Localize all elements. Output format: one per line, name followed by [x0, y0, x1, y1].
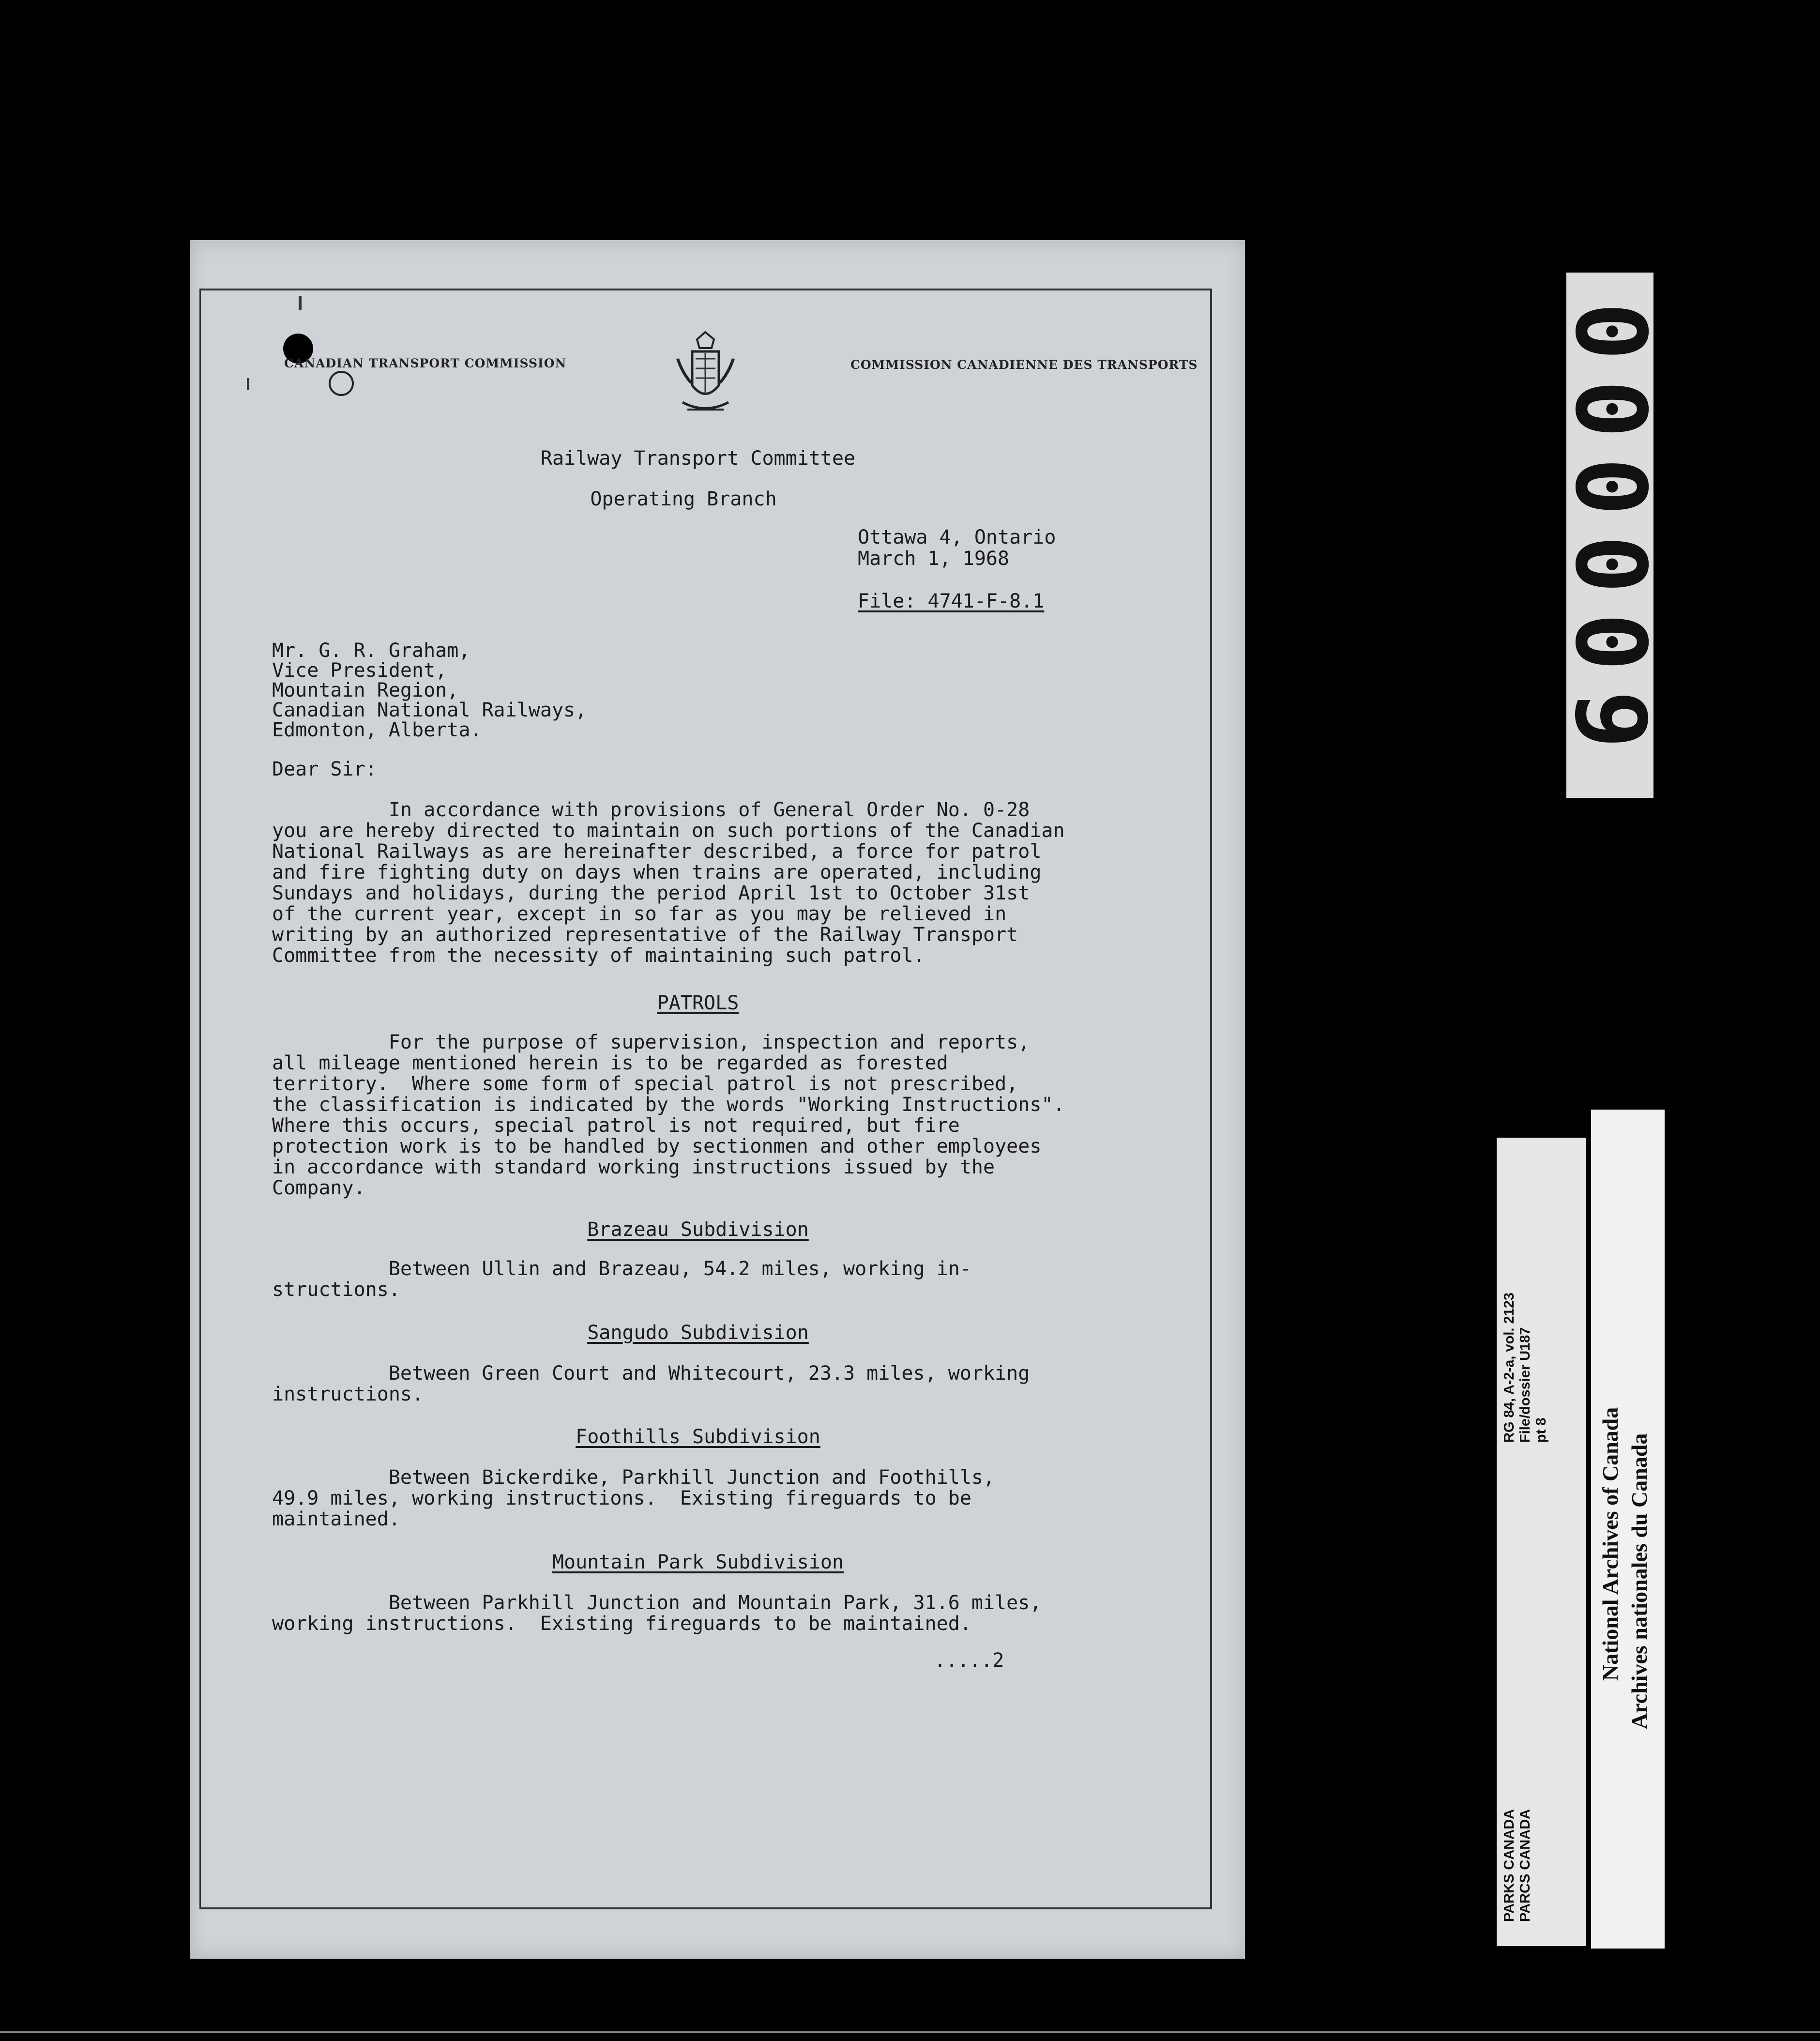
- pencil-mark: [247, 378, 249, 390]
- archive-reference-label: [1497, 1138, 1586, 1946]
- addressee-line: Mr. G. R. Graham,: [272, 640, 470, 662]
- subdivision-heading: Sangudo Subdivision: [587, 1322, 809, 1344]
- continuation-mark: .....2: [934, 1649, 1004, 1672]
- salutation: Dear Sir:: [272, 758, 377, 780]
- archive-reference: RG 84, A-2-a, vol. 2123 File/dossier U187 pt 8: [1502, 1292, 1549, 1443]
- branch-heading: Operating Branch: [590, 488, 777, 510]
- addressee-line: Mountain Region,: [272, 679, 459, 701]
- frame-edge: [0, 2031, 1820, 2033]
- patrols-heading: PATROLS: [657, 992, 739, 1014]
- subdivision-heading: Mountain Park Subdivision: [552, 1551, 844, 1573]
- frame-number: 000009: [1553, 302, 1667, 768]
- subdivision-text: Between Green Court and Whitecourt, 23.3 miles, working instructions.: [272, 1362, 1030, 1405]
- patrols-paragraph: For the purpose of supervision, inspection and reports, all mileage mentioned herein is to be regarded as forested territory. Where some form of special patrol is not prescribed, the classification is indicated by the words "Working Instructions". Where this occurs, special patrol is not required, but fire protection work is to be handled by sectionmen and other employees in accordance with standard working instructions issued by the Company.: [272, 1031, 1065, 1199]
- archives-name-french: Archives nationales du Canada: [1627, 1433, 1652, 1729]
- subdivision-text: Between Parkhill Junction and Mountain Park, 31.6 miles, working instructions. Existing fireguards to be maintained.: [272, 1592, 1042, 1635]
- agency-name: PARKS CANADA PARCS CANADA: [1502, 1809, 1533, 1922]
- committee-heading: Railway Transport Committee: [540, 447, 856, 470]
- frame-number-stamp: [1553, 273, 1667, 798]
- file-reference: File: 4741-F-8.1: [858, 590, 1045, 612]
- dateline-date: March 1, 1968: [858, 548, 1010, 570]
- subdivision-heading: Brazeau Subdivision: [587, 1219, 809, 1241]
- addressee-line: Edmonton, Alberta.: [272, 719, 482, 741]
- punch-ring: [329, 371, 354, 396]
- addressee-line: Canadian National Railways,: [272, 699, 587, 721]
- letterhead-french: COMMISSION CANADIENNE DES TRANSPORTS: [850, 358, 1198, 372]
- dateline-place: Ottawa 4, Ontario: [858, 526, 1056, 548]
- addressee-line: Vice President,: [272, 659, 447, 682]
- letter-page: [190, 240, 1245, 1959]
- letterhead-english: CANADIAN TRANSPORT COMMISSION: [284, 356, 567, 370]
- subdivision-text: Between Ullin and Brazeau, 54.2 miles, working in- structions.: [272, 1258, 971, 1301]
- archives-label: [1591, 1110, 1665, 1949]
- archives-name-english: National Archives of Canada: [1598, 1407, 1623, 1681]
- subdivision-text: Between Bickerdike, Parkhill Junction and Foothills, 49.9 miles, working instructions. Existing fireguards to be maintained.: [272, 1466, 995, 1530]
- pencil-mark: [299, 296, 302, 310]
- coat-of-arms-icon: [673, 330, 738, 419]
- subdivision-heading: Foothills Subdivision: [576, 1426, 820, 1448]
- intro-paragraph: In accordance with provisions of General Order No. 0-28 you are hereby directed to maintain on such portions of the Canadian National Railways as are hereinafter described, a force for patrol and fire fighting duty on days when trains are operated, including Sundays and holidays, during the period April 1st to October 31st of the current year, except in so far as you may be relieved in writing by an authorized representative of the Railway Transport Committee from the necessity of maintaining such patrol.: [272, 799, 1065, 967]
